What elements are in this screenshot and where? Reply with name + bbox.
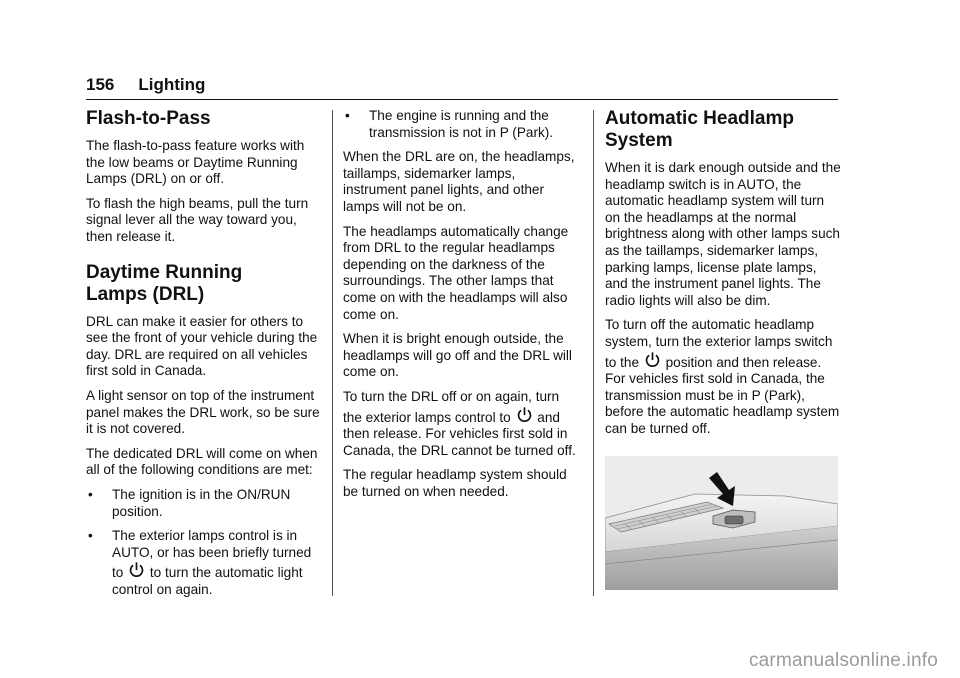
power-icon [516, 406, 533, 424]
page-number: 156 [86, 75, 115, 94]
drl-paragraph-7-end: and then release. For vehicles first sold in Canada, the DRL cannot be turned off. [343, 409, 576, 458]
watermark-text: carmanualsonline.info [748, 650, 938, 671]
light-sensor-illustration [605, 456, 838, 590]
list-item [86, 528, 322, 598]
flash-to-pass-paragraph-2: To flash the high beams, pull the turn signal lever all the way toward you, then release it. [86, 195, 309, 244]
bullet-text: The exterior lamps control is in AUTO, or has been briefly turned to [112, 528, 312, 581]
header-rule [86, 99, 838, 100]
power-icon [128, 561, 145, 579]
drl-heading-line-2: Lamps (DRL) [86, 283, 205, 305]
page-header [86, 72, 838, 98]
drl-paragraph-8: The regular headlamp system should be turned on when needed. [343, 467, 567, 499]
list-item [86, 487, 322, 520]
column-divider [332, 110, 333, 596]
drl-paragraph-2: A light sensor on top of the instrument panel makes the DRL work, so be sure it is not covered. [86, 387, 320, 437]
bullet-text-continued: to turn the automatic light control on again. [112, 565, 303, 597]
drl-paragraph-1: DRL can make it easier for others to see the front of your vehicle during the day. DRL are required on all vehicles first sold in Canada. [86, 313, 318, 379]
flash-to-pass-paragraph-1: The flash-to-pass feature works with the low beams or Daytime Running Lamps (DRL) on or off. [86, 138, 305, 187]
list-item [343, 108, 579, 141]
power-icon [644, 351, 661, 369]
auto-headlamp-paragraph-2-end: position and then release. For vehicles first sold in Canada, the transmission must be in P (Park), before the automatic headlamp system can be turned off. [605, 354, 840, 436]
column-2 [343, 108, 579, 508]
auto-headlamp-paragraph-2 [605, 317, 841, 437]
drl-heading-line-1: Daytime Running [86, 261, 243, 283]
section-title: Lighting [138, 75, 206, 94]
auto-headlamp-paragraph-1: When it is dark enough outside and the headlamp switch is in AUTO, the automatic headlamp system will turn on the headlamps at the normal brightness along with other lamps such as the taillamps, sidemarker lamps, parking lamps, license plate lamps, and the instrument panel lights. The radio lights will also be dim. [605, 160, 841, 308]
drl-heading [86, 262, 322, 306]
column-3 [605, 108, 841, 446]
bullet-dot: • [88, 528, 93, 544]
auto-headlamp-heading-line-2: System [605, 130, 673, 151]
drl-paragraph-6: When it is bright enough outside, the headlamps will go off and the DRL will come on. [343, 331, 572, 380]
bullet-dot: • [345, 108, 350, 123]
bullet-text: The ignition is in the ON/RUN position. [112, 486, 291, 519]
drl-paragraph-4: When the DRL are on, the headlamps, taillamps, sidemarker lamps, instrument panel lights, and other lamps will not be on. [343, 149, 575, 214]
watermark [0, 650, 960, 672]
auto-headlamp-heading-line-1: Automatic Headlamp [605, 108, 794, 129]
bullet-dot: • [88, 486, 93, 502]
instrument-panel-drawing [605, 456, 838, 590]
flash-to-pass-heading: Flash-to-Pass [86, 108, 211, 129]
drl-paragraph-7 [343, 389, 579, 459]
drl-paragraph-5: The headlamps automatically change from DRL to the regular headlamps depending on the darkness of the surroundings. The other lamps that come on with the headlamps will also come on. [343, 223, 569, 322]
drl-paragraph-3: The dedicated DRL will come on when all of the following conditions are met: [86, 445, 318, 478]
drl-paragraph-7-start: To turn the DRL off or on again, turn the exterior lamps control to [343, 388, 560, 425]
auto-headlamp-heading [605, 108, 841, 152]
column-divider [593, 110, 594, 596]
bullet-text: The engine is running and the transmission is not in P (Park). [369, 108, 554, 140]
auto-headlamp-paragraph-2-start: To turn off the automatic headlamp system, turn the exterior lamps switch to the [605, 317, 833, 370]
column-1 [86, 108, 322, 606]
